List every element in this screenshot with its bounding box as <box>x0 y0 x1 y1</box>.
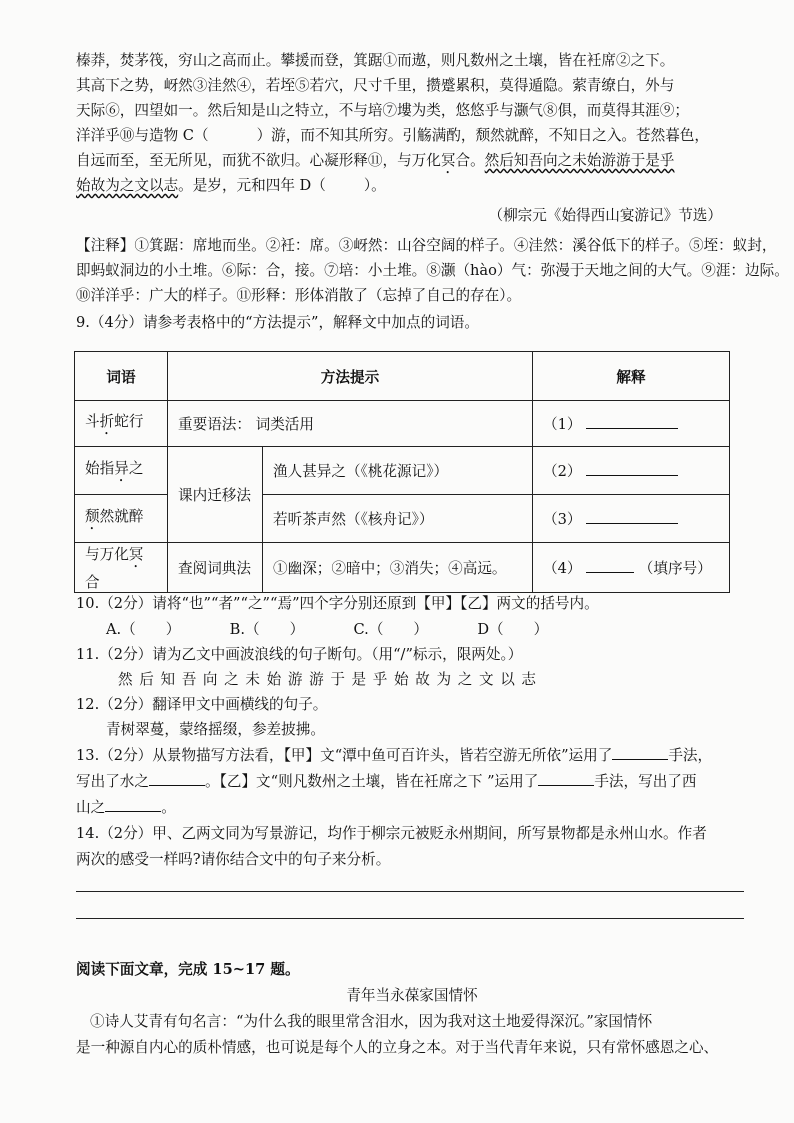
table-cell-example: 渔人甚异之（《桃花源记》） <box>263 447 533 495</box>
answer-blank[interactable] <box>149 771 205 786</box>
section-intro: 阅读下面文章，完成 15~17 题。 <box>76 961 300 978</box>
table-cell-example: 若听茶声然（《核舟记》） <box>263 495 533 543</box>
passage-source: （柳宗元《始得西山宴游记》节选） <box>488 207 722 224</box>
wavy-sentence: 然后知吾向之未始游游于是乎 <box>484 152 675 169</box>
table-cell-example: ①幽深；②暗中；③消失；④高远。 <box>263 543 533 593</box>
answer-blank[interactable] <box>612 745 668 760</box>
passage-line <box>76 149 748 177</box>
q11-sentence: 然 后 知 吾 向 之 未 始 游 游 于 是 乎 始 故 为 之 文 以 志 <box>118 671 538 688</box>
answer-blank[interactable] <box>586 509 678 524</box>
question-14-line: 14.（2分）甲、乙两文同为写景游记，均作于柳宗元被贬永州期间，所写景物都是永州山水。作者 <box>76 825 707 842</box>
table-cell-answer: （2） <box>533 447 730 495</box>
q10-option-c[interactable]: C.（ ） <box>353 621 429 638</box>
question-12-prompt: 12.（2分）翻译甲文中画横线的句子。 <box>76 696 328 713</box>
table-cell-word: 斗折蛇行 <box>75 401 168 447</box>
table-cell-answer: （4） （填序号） <box>533 543 730 593</box>
question-13-line: 山之 。 <box>76 799 176 816</box>
table-cell-answer: （3） <box>533 495 730 543</box>
table-cell-word: 与万化冥合 <box>75 543 168 593</box>
notes-line: 【注释】①箕踞：席地而坐。②衽：席。③岈然：山谷空阔的样子。④洼然：溪谷低下的样子。⑤垤：蚁封， <box>76 237 777 254</box>
question-9-prompt: 9.（4分）请参考表格中的“方法提示”，解释文中加点的词语。 <box>76 314 479 331</box>
answer-line[interactable] <box>76 918 744 919</box>
q10-option-b[interactable]: B.（ ） <box>229 621 305 638</box>
answer-line[interactable] <box>76 891 744 892</box>
table-cell-answer: （1） <box>533 401 730 447</box>
passage-text: 合。 <box>455 152 485 169</box>
passage-line: 榛莽，焚茅筏，穷山之高而止。攀援而登，箕踞①而遨，则凡数州之土壤，皆在衽席②之下。 <box>76 52 675 69</box>
question-10-prompt: 10.（2分）请将“也”“者”“之”“焉”四个字分别还原到【甲】【乙】两文的括号内。 <box>76 595 599 612</box>
notes-line: 即蚂蚁洞边的小土堆。⑥际：合，接。⑦培：小土堆。⑧灏（hào）气：弥漫于天地之间的大气。⑨涯：边际。 <box>76 262 789 279</box>
passage-line <box>76 174 748 198</box>
passage-text: ）游，而不知其所穷。引觞满酌，颓然就醉，不知日之入。苍然暮色， <box>256 127 709 144</box>
answer-blank[interactable] <box>586 558 634 573</box>
wavy-sentence: 始故为之文以志 <box>76 177 179 194</box>
q10-options <box>106 618 778 642</box>
table-header: 方法提示 <box>168 352 533 401</box>
passage-line: 天际⑥，四望如一。然后知是山之特立，不与培⑦塿为类，悠悠乎与灏气⑧俱，而莫得其涯⑨； <box>76 102 689 119</box>
q12-sentence: 青树翠蔓，蒙络摇缀，参差披拂。 <box>106 721 325 738</box>
answer-blank[interactable] <box>586 414 678 429</box>
question-13-line: 写出了水之 。【乙】文“则凡数州之土壤，皆在衽席之下 ”运用了 手法，写出了西 <box>76 773 697 790</box>
question-14-line: 两次的感受一样吗?请你结合文中的句子来分析。 <box>76 851 391 868</box>
q10-option-d[interactable]: D（ ） <box>477 621 549 638</box>
answer-blank[interactable] <box>105 797 161 812</box>
passage-text: 洋洋乎⑩与造物 C（ <box>76 127 209 144</box>
passage-line: 其高下之势，岈然③洼然④，若垤⑤若穴，尺寸千里，攒蹙累积，莫得遁隐。萦青缭白，外与 <box>76 77 675 94</box>
question-11-prompt: 11.（2分）请为乙文中画波浪线的句子断句。（用“/”标示，限两处。） <box>76 646 523 663</box>
article-paragraph: 是一种源自内心的质朴情感，也可说是每个人的立身之本。对于当代青年来说，只有常怀感恩之心、 <box>76 1039 719 1056</box>
table-header: 解释 <box>533 352 730 401</box>
answer-blank[interactable] <box>538 771 594 786</box>
answer-blank[interactable] <box>586 461 678 476</box>
question-13-line: 13.（2分）从景物描写方法看，【甲】文“潭中鱼可百许头，皆若空游无所依”运用了 手法， <box>76 747 713 764</box>
q9-table <box>74 351 730 593</box>
passage-text: 自远而至，至无所见，而犹不欲归。心凝形释⑪，与万化 <box>76 152 441 169</box>
table-cell-method: 查阅词典法 <box>168 543 263 593</box>
article-paragraph: ①诗人艾青有句名言：“为什么我的眼里常含泪水，因为我对这土地爱得深沉。”家国情怀 <box>90 1013 653 1030</box>
table-cell-method: 重要语法： 词类活用 <box>168 401 533 447</box>
table-cell-method: 课内迁移法 <box>168 447 263 543</box>
dotted-word: 冥 <box>440 152 456 169</box>
table-cell-word: 始指异之 <box>75 447 168 495</box>
article-title: 青年当永葆家国情怀 <box>346 987 478 1004</box>
table-cell-word: 颓然就醉 <box>75 495 168 543</box>
passage-line <box>76 124 748 148</box>
q10-option-a[interactable]: A.（ ） <box>106 621 181 638</box>
passage-text: 。是岁，元和四年 D（ <box>178 177 326 194</box>
passage-text: ）。 <box>363 177 386 194</box>
notes-line: ⑩洋洋乎：广大的样子。⑪形释：形体消散了（忘掉了自己的存在）。 <box>76 287 522 304</box>
table-header: 词语 <box>75 352 168 401</box>
